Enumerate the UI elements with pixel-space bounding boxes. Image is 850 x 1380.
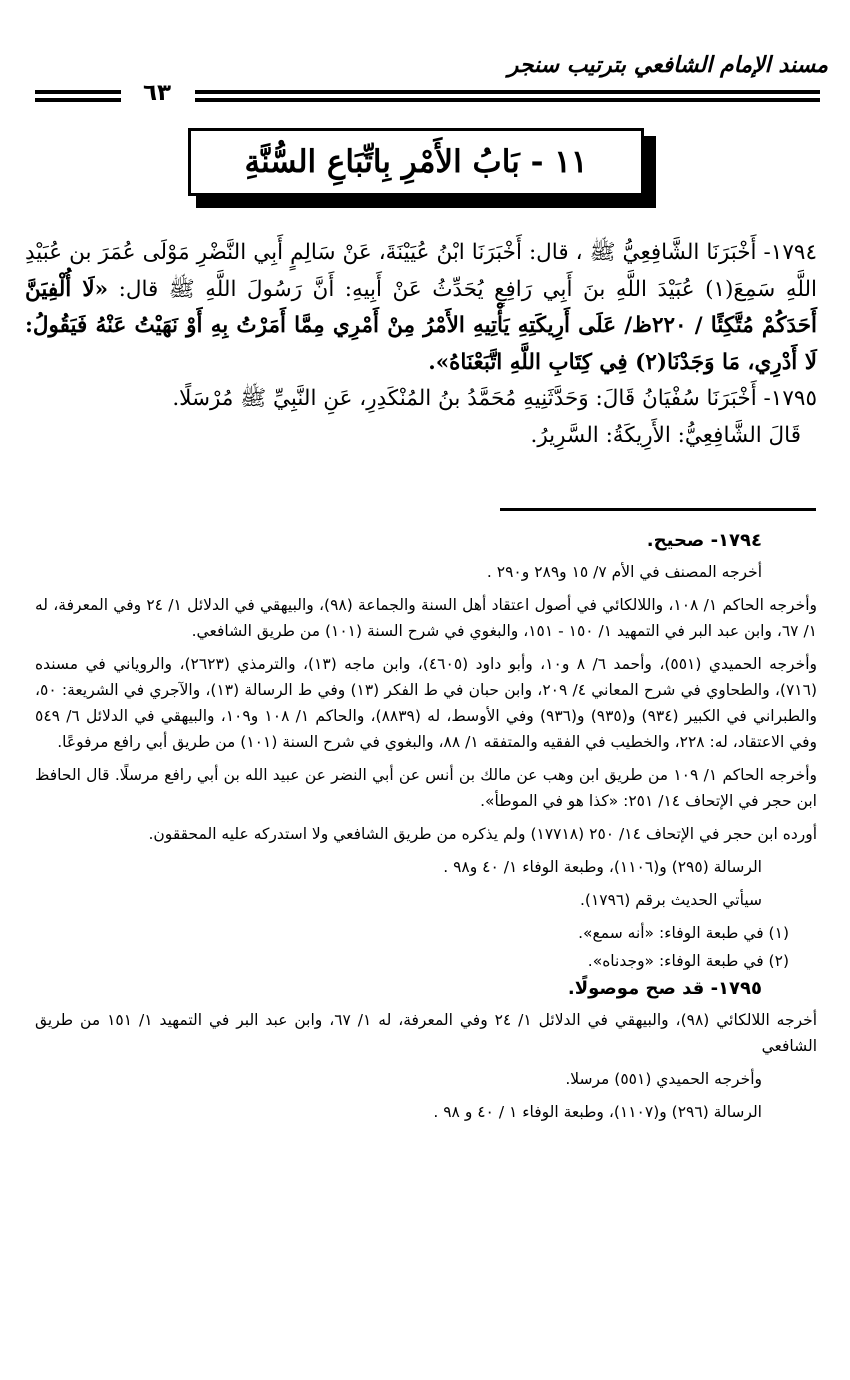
note-2: وأخرجه الحاكم ١/ ١٠٨، واللالكائي في أصول اعتقاد أهل السنة والجماعة (٩٨)، والبيهقي في الدلائل ١/ ٢٤ وفي المعرفة، له ١/ ٦٧، وابن عبد البر في التمهيد ١/ ١٥٠ - ١٥١، والبغوي في شرح السنة (١٠١) من طريق الشافعي. [35,596,817,640]
note-6: الرسالة (٢٩٥) و(١١٠٦)، وطبعة الوفاء ١/ ٤٠ و٩٨ . [443,858,762,876]
hadith-1794 [25,235,817,381]
header-rule-right-top [195,90,820,94]
note-1: أخرجه المصنف في الأم ٧/ ١٥ و٢٨٩ و٢٩٠ . [486,563,762,581]
page-number: ٦٣ [142,80,172,106]
grade-1795: ١٧٩٥- قد صح موصولًا. [567,978,762,999]
note-3: وأخرجه الحميدي (٥٥١)، وأحمد ٦/ ٨ و١٠، وأبو داود (٤٦٠٥)، وابن ماجه (١٣)، والترمذي (٢٦٢٣)، والروياني في مسنده (٧١٦)، والطحاوي في شرح المعاني ٤/ ٢٠٩، وابن حبان في ط الفكر (١٣) وفي ط الرسالة (١٣)، والآجري في الشريعة: ٥٠، والطبراني في الكبير (٩٣٤) و(٩٣٥) و(٩٣٦) وفي الأوسط، له (٨٨٣٩)، والحاكم ١/ ١٠٨ و١٠٩، والبيهقي في الدلائل ٦/ ٥٤٩ وفي الاعتقاد، له: ٢٢٨، والخطيب في الفقيه والمتفقه ١/ ٨٨، والبغوي في شرح السنة (١٠١) من طريق أبي رافع مرفوعًا. [35,655,818,751]
header-rule-left-top [35,90,121,94]
hadith-1794-isnad: ١٧٩٤- أَخْبَرَنَا الشَّافِعِيُّ ﷺ ، قال: أَخْبَرَنَا ابْنُ عُيَيْنَةَ، عَنْ سَالِمٍ أَبِي النَّضْرِ مَوْلَى عُمَرَ بن عُبَيْدِ اللَّهِ سَمِعَ(١) عُبَيْدَ اللَّهِ بنَ أَبِي رَافِعٍ يُحَدِّثُ عَنْ أَبِيهِ: أَنَّ رَسُولَ اللَّهِ ﷺ قال: [25,240,817,302]
running-title: مسند الإمام الشافعي بترتيب سنجر [507,52,828,78]
header-rule-left-bottom [35,98,121,102]
footnote-1: (١) في طبعة الوفاء: «أنه سمع». [578,924,789,942]
hadith-1795: ١٧٩٥- أَخْبَرَنَا سُفْيَانُ قَالَ: وَحَدَّثَنِيهِ مُحَمَّدُ بنُ المُنْكَدِرِ، عَنِ النَّبِيِّ ﷺ مُرْسَلًا. [172,386,817,411]
shafii-comment: قَالَ الشَّافِعِيُّ: الأَرِيكَةُ: السَّرِيرُ. [530,422,801,448]
footnote-separator [500,508,816,511]
grade-1794: ١٧٩٤- صحيح. [646,530,762,551]
takhrij-notes [35,528,817,1132]
header-rule-right-bottom [195,98,820,102]
note-1795-1: أخرجه اللالكائي (٩٨)، والبيهقي في الدلائل ١/ ٢٤ وفي المعرفة، له ١/ ٦٧، وابن عبد البر في التمهيد ١/ ١٥١ من طريق الشافعي [35,1011,818,1055]
main-text [25,235,817,454]
footnote-2: (٢) في طبعة الوفاء: «وجدناه». [587,952,789,970]
chapter-title: ١١ - بَابُ الأَمْرِ بِاتِّبَاعِ السُّنَّةِ [244,144,588,180]
note-1795-2: وأخرجه الحميدي (٥٥١) مرسلا. [565,1070,762,1088]
hadith-1794-matn: «لَا أُلْفِيَنَّ أَحَدَكُمْ مُتَّكِئًا / ٢٢٠ظ/ عَلَى أَرِيكَتِهِ يَأْتِيهِ الأَمْرُ مِنْ أَمْرِي مِمَّا أَمَرْتُ بِهِ أَوْ نَهَيْتُ عَنْهُ فَيَقُولُ: لَا أَدْرِي، مَا وَجَدْنَا(٢) فِي كِتَابِ اللَّهِ اتَّبَعْنَاهُ». [25,276,817,375]
note-5: أورده ابن حجر في الإتحاف ١٤/ ٢٥٠ (١٧٧١٨) ولم يذكره من طريق الشافعي ولا استدركه عليه المحققون. [148,825,817,843]
chapter-heading-box [188,128,644,196]
note-4: وأخرجه الحاكم ١/ ١٠٩ من طريق ابن وهب عن مالك بن أنس عن أبي النضر عن عبيد الله بن أبي رافع مرسلًا. قال الحافظ ابن حجر في الإتحاف ١٤/ ٢٥١: «كذا هو في الموطأ». [35,766,817,810]
note-7: سيأتي الحديث برقم (١٧٩٦). [579,891,762,909]
note-1795-3: الرسالة (٢٩٦) و(١١٠٧)، وطبعة الوفاء ١ / ٤٠ و ٩٨ . [433,1103,762,1121]
